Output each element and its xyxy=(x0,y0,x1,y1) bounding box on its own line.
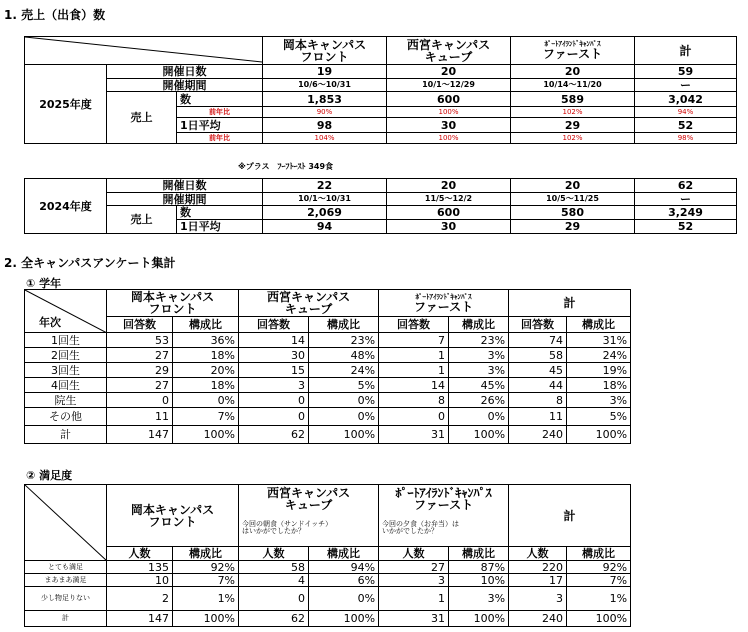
table-row xyxy=(25,426,631,444)
note: ※プラス ﾌｰﾌﾄｰｽﾄ 349食 xyxy=(238,162,334,171)
ratio-cell: 26% xyxy=(449,393,509,408)
total-header: 計 xyxy=(635,37,737,65)
count-cell: 62 xyxy=(239,611,309,627)
days-value: 20 xyxy=(387,65,511,79)
period-value: 10/14～11/20 xyxy=(511,79,635,92)
count-yoy: 100% xyxy=(387,107,511,118)
grade-title: ① 学年 xyxy=(26,277,62,290)
days-value: 19 xyxy=(263,65,387,79)
col-people: 人数 xyxy=(379,547,449,561)
count-cell: 0 xyxy=(379,408,449,426)
count-value: 580 xyxy=(511,206,635,220)
col-ratio: 構成比 xyxy=(309,547,379,561)
avg-value: 30 xyxy=(387,118,511,133)
table-row xyxy=(25,408,631,426)
count-cell: 30 xyxy=(239,348,309,363)
count-cell: 8 xyxy=(379,393,449,408)
avg-value: 52 xyxy=(635,220,737,234)
total-header: 計 xyxy=(509,290,631,317)
count-cell: 11 xyxy=(107,408,173,426)
satisfaction-title: ② 満足度 xyxy=(26,469,73,482)
avg-value: 98 xyxy=(263,118,387,133)
ratio-cell: 87% xyxy=(449,561,509,574)
ratio-cell: 0% xyxy=(309,408,379,426)
count-cell: 31 xyxy=(379,611,449,627)
sales-label: 売上 xyxy=(107,92,177,144)
avg-value: 29 xyxy=(511,118,635,133)
row-label: 3回生 xyxy=(25,363,107,378)
ratio-cell: 1% xyxy=(173,587,239,611)
col-ratio: 構成比 xyxy=(567,317,631,333)
col-ratio: 構成比 xyxy=(567,547,631,561)
col-people: 人数 xyxy=(239,547,309,561)
avg-yoy: 104% xyxy=(263,133,387,144)
period-value: 10/6～10/31 xyxy=(263,79,387,92)
days-value: 20 xyxy=(511,179,635,193)
ratio-cell: 23% xyxy=(309,333,379,348)
count-value: 3,042 xyxy=(635,92,737,107)
count-cell: 27 xyxy=(379,561,449,574)
total-header: 計 xyxy=(509,485,631,547)
count-cell: 14 xyxy=(379,378,449,393)
col-ratio: 構成比 xyxy=(173,317,239,333)
days-value: 59 xyxy=(635,65,737,79)
count-cell: 0 xyxy=(239,408,309,426)
ratio-cell: 100% xyxy=(449,426,509,444)
count-cell: 1 xyxy=(379,363,449,378)
row-label: 1回生 xyxy=(25,333,107,348)
ratio-cell: 94% xyxy=(309,561,379,574)
count-cell: 8 xyxy=(509,393,567,408)
satisfaction-corner xyxy=(25,485,107,561)
ratio-cell: 7% xyxy=(173,408,239,426)
ratio-cell: 100% xyxy=(309,426,379,444)
count-value: 2,069 xyxy=(263,206,387,220)
ratio-cell: 19% xyxy=(567,363,631,378)
ratio-cell: 100% xyxy=(567,611,631,627)
header-corner xyxy=(25,37,263,65)
count-cell: 0 xyxy=(239,393,309,408)
count-cell: 1 xyxy=(379,348,449,363)
ratio-cell: 18% xyxy=(173,348,239,363)
ratio-cell: 3% xyxy=(449,348,509,363)
count-cell: 31 xyxy=(379,426,449,444)
days-value: 22 xyxy=(263,179,387,193)
count-label: 数 xyxy=(177,92,263,107)
period-label: 開催期間 xyxy=(107,193,263,206)
ratio-cell: 6% xyxy=(309,574,379,587)
ratio-cell: 3% xyxy=(449,587,509,611)
ratio-cell: 100% xyxy=(173,426,239,444)
count-cell: 3 xyxy=(379,574,449,587)
row-label: とても満足 xyxy=(25,561,107,574)
ratio-cell: 92% xyxy=(173,561,239,574)
row-label: 少し物足りない xyxy=(25,587,107,611)
campus-header-nishinomiya: 西宮キャンパス キューブ xyxy=(239,290,379,317)
sales-label: 売上 xyxy=(107,206,177,234)
ratio-cell: 18% xyxy=(567,378,631,393)
campus-header-okamoto: 岡本キャンパス フロント xyxy=(263,37,387,65)
count-cell: 3 xyxy=(509,587,567,611)
col-answers: 回答数 xyxy=(509,317,567,333)
ratio-cell: 5% xyxy=(567,408,631,426)
count-value: 600 xyxy=(387,206,511,220)
count-cell: 4 xyxy=(239,574,309,587)
count-cell: 3 xyxy=(239,378,309,393)
ratio-cell: 100% xyxy=(567,426,631,444)
count-cell: 0 xyxy=(107,393,173,408)
count-yoy: 94% xyxy=(635,107,737,118)
count-value: 600 xyxy=(387,92,511,107)
period-value: ー xyxy=(635,79,737,92)
table-row xyxy=(25,561,631,574)
count-cell: 62 xyxy=(239,426,309,444)
count-cell: 53 xyxy=(107,333,173,348)
ratio-cell: 20% xyxy=(173,363,239,378)
days-label: 開催日数 xyxy=(107,179,263,193)
col-answers: 回答数 xyxy=(239,317,309,333)
count-value: 1,853 xyxy=(263,92,387,107)
section1-title: 1. 売上（出食）数 xyxy=(4,8,106,22)
count-cell: 58 xyxy=(509,348,567,363)
count-yoy: 102% xyxy=(511,107,635,118)
table-row xyxy=(25,393,631,408)
sales-2024-table xyxy=(24,178,737,234)
count-cell: 14 xyxy=(239,333,309,348)
avg-label: 1日平均 xyxy=(177,118,263,133)
campus-header-port: ﾎﾟｰﾄｱｲﾗﾝﾄﾞｷｬﾝﾊﾟｽ ファースト 今回の夕食（お弁当）は いかがでしたか？ xyxy=(379,485,509,547)
ratio-cell: 0% xyxy=(309,587,379,611)
count-cell: 2 xyxy=(107,587,173,611)
period-value: 10/1～10/31 xyxy=(263,193,387,206)
period-label: 開催期間 xyxy=(107,79,263,92)
avg-yoy: 102% xyxy=(511,133,635,144)
ratio-cell: 100% xyxy=(309,611,379,627)
col-ratio: 構成比 xyxy=(173,547,239,561)
days-value: 20 xyxy=(511,65,635,79)
ratio-cell: 24% xyxy=(309,363,379,378)
table-row xyxy=(25,333,631,348)
ratio-cell: 100% xyxy=(449,611,509,627)
ratio-cell: 0% xyxy=(449,408,509,426)
period-value: 10/5～11/25 xyxy=(511,193,635,206)
ratio-cell: 7% xyxy=(567,574,631,587)
row-label: 4回生 xyxy=(25,378,107,393)
satisfaction-table xyxy=(24,484,631,627)
ratio-cell: 10% xyxy=(449,574,509,587)
days-value: 62 xyxy=(635,179,737,193)
year-label-2025: 2025年度 xyxy=(25,65,107,144)
count-cell: 240 xyxy=(509,426,567,444)
col-answers: 回答数 xyxy=(379,317,449,333)
grade-table xyxy=(24,289,631,444)
campus-header-nishinomiya: 西宮キャンパス キューブ 今回の朝食（サンドイッチ） はいかがでしたか？ xyxy=(239,485,379,547)
avg-label: 1日平均 xyxy=(177,220,263,234)
col-ratio: 構成比 xyxy=(449,317,509,333)
row-label: 院生 xyxy=(25,393,107,408)
ratio-cell: 48% xyxy=(309,348,379,363)
count-label: 数 xyxy=(177,206,263,220)
table-row xyxy=(25,348,631,363)
count-cell: 0 xyxy=(239,587,309,611)
ratio-cell: 31% xyxy=(567,333,631,348)
campus-header-okamoto: 岡本キャンパス フロント xyxy=(107,485,239,547)
ratio-cell: 23% xyxy=(449,333,509,348)
ratio-cell: 24% xyxy=(567,348,631,363)
count-cell: 29 xyxy=(107,363,173,378)
ratio-cell: 100% xyxy=(173,611,239,627)
yoy-label: 前年比 xyxy=(177,133,263,144)
count-cell: 7 xyxy=(379,333,449,348)
count-cell: 1 xyxy=(379,587,449,611)
count-cell: 74 xyxy=(509,333,567,348)
count-cell: 45 xyxy=(509,363,567,378)
sales-2025-table xyxy=(24,36,737,144)
row-label: 2回生 xyxy=(25,348,107,363)
avg-value: 30 xyxy=(387,220,511,234)
count-cell: 147 xyxy=(107,426,173,444)
count-cell: 15 xyxy=(239,363,309,378)
col-answers: 回答数 xyxy=(107,317,173,333)
avg-yoy: 98% xyxy=(635,133,737,144)
table-row xyxy=(25,574,631,587)
table-row xyxy=(25,611,631,627)
count-cell: 10 xyxy=(107,574,173,587)
count-cell: 27 xyxy=(107,378,173,393)
table-row xyxy=(25,587,631,611)
avg-value: 29 xyxy=(511,220,635,234)
campus-header-port: ﾎﾟｰﾄｱｲﾗﾝﾄﾞｷｬﾝﾊﾟｽ ファースト xyxy=(511,37,635,65)
avg-value: 94 xyxy=(263,220,387,234)
row-label: その他 xyxy=(25,408,107,426)
ratio-cell: 92% xyxy=(567,561,631,574)
ratio-cell: 7% xyxy=(173,574,239,587)
row-label: 計 xyxy=(25,611,107,627)
ratio-cell: 0% xyxy=(309,393,379,408)
ratio-cell: 0% xyxy=(173,393,239,408)
count-cell: 17 xyxy=(509,574,567,587)
days-value: 20 xyxy=(387,179,511,193)
count-value: 3,249 xyxy=(635,206,737,220)
days-label: 開催日数 xyxy=(107,65,263,79)
row-label: まあまあ満足 xyxy=(25,574,107,587)
campus-header-okamoto: 岡本キャンパス フロント xyxy=(107,290,239,317)
col-ratio: 構成比 xyxy=(449,547,509,561)
ratio-cell: 3% xyxy=(567,393,631,408)
count-yoy: 90% xyxy=(263,107,387,118)
section2-title: 2. 全キャンパスアンケート集計 xyxy=(4,256,176,270)
count-cell: 11 xyxy=(509,408,567,426)
row-label: 計 xyxy=(25,426,107,444)
grade-corner: 年次 xyxy=(25,290,107,333)
table-row xyxy=(25,363,631,378)
year-label-2024: 2024年度 xyxy=(25,179,107,234)
count-cell: 58 xyxy=(239,561,309,574)
ratio-cell: 1% xyxy=(567,587,631,611)
count-cell: 135 xyxy=(107,561,173,574)
count-cell: 240 xyxy=(509,611,567,627)
count-cell: 220 xyxy=(509,561,567,574)
ratio-cell: 36% xyxy=(173,333,239,348)
ratio-cell: 45% xyxy=(449,378,509,393)
ratio-cell: 3% xyxy=(449,363,509,378)
col-ratio: 構成比 xyxy=(309,317,379,333)
avg-yoy: 100% xyxy=(387,133,511,144)
period-value: 11/5～12/2 xyxy=(387,193,511,206)
ratio-cell: 18% xyxy=(173,378,239,393)
yoy-label: 前年比 xyxy=(177,107,263,118)
avg-value: 52 xyxy=(635,118,737,133)
campus-header-nishinomiya: 西宮キャンパス キューブ xyxy=(387,37,511,65)
table-row xyxy=(25,378,631,393)
count-cell: 27 xyxy=(107,348,173,363)
period-value: 10/1～12/29 xyxy=(387,79,511,92)
count-cell: 44 xyxy=(509,378,567,393)
col-people: 人数 xyxy=(107,547,173,561)
col-people: 人数 xyxy=(509,547,567,561)
count-cell: 147 xyxy=(107,611,173,627)
campus-header-port: ﾎﾟｰﾄｱｲﾗﾝﾄﾞｷｬﾝﾊﾟｽ ファースト xyxy=(379,290,509,317)
ratio-cell: 5% xyxy=(309,378,379,393)
count-value: 589 xyxy=(511,92,635,107)
period-value: ー xyxy=(635,193,737,206)
